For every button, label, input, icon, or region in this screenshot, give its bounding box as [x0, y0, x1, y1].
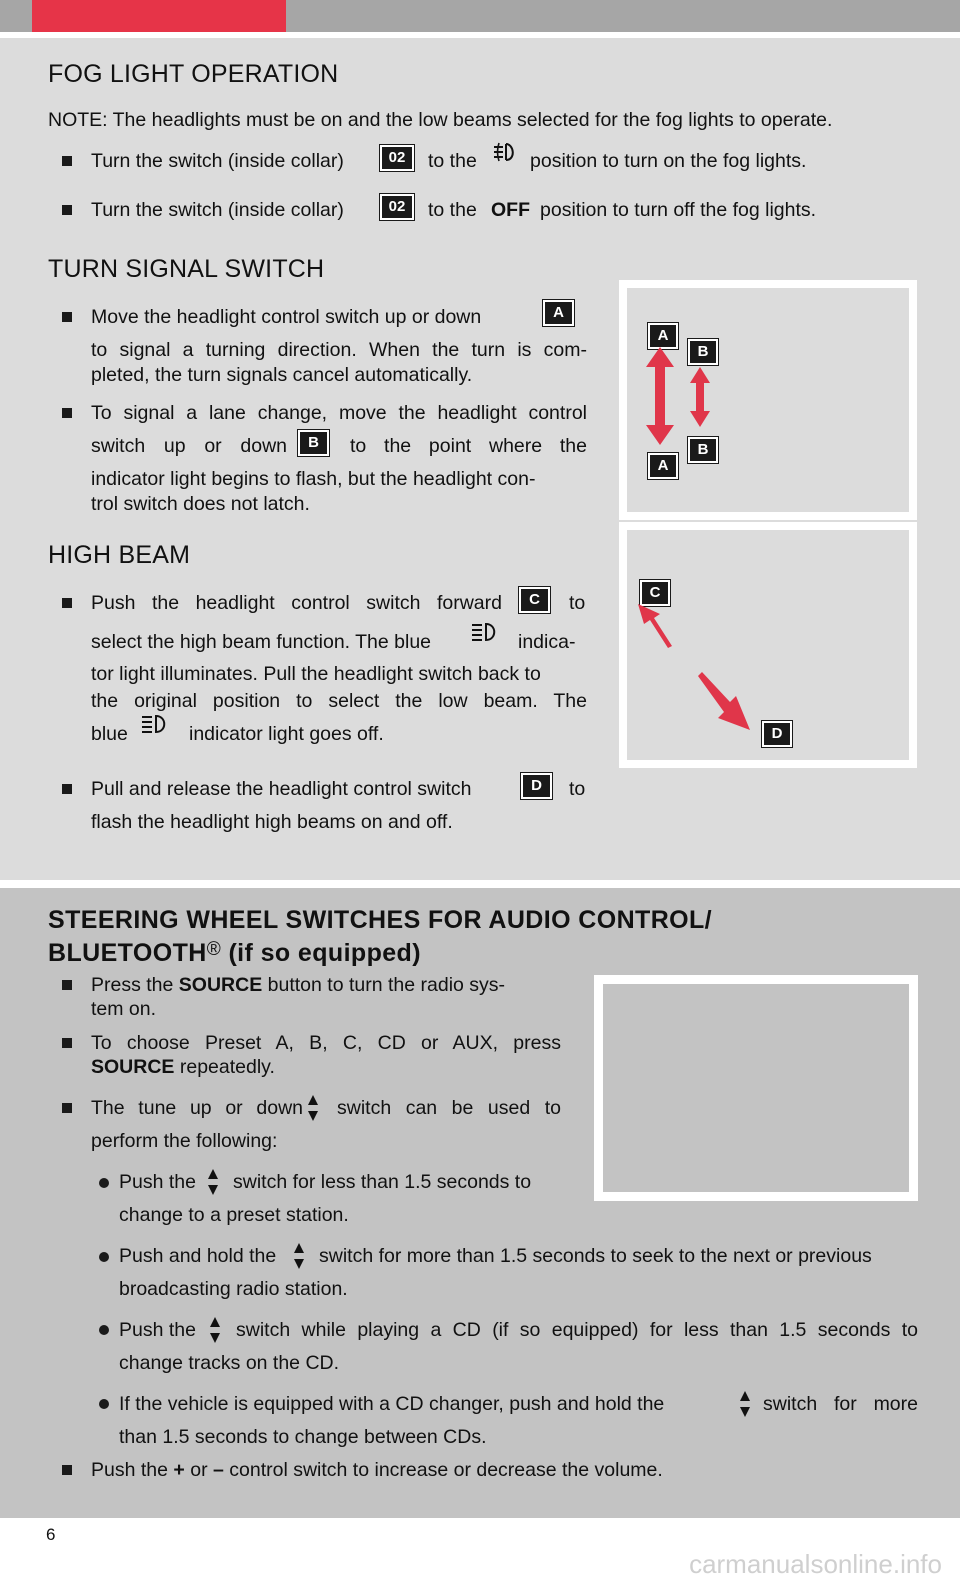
high-b2-l1b: to — [569, 778, 586, 800]
steering-b2-line1: To choose Preset A, B, C, CD or AUX, press — [91, 1032, 561, 1054]
steering-wheel-image — [594, 975, 918, 1201]
tune-updown-icon — [306, 1094, 320, 1122]
steering-s1-a: Push the — [119, 1171, 196, 1193]
high-b1-l1a: Push the headlight control switch forward — [91, 592, 502, 614]
fog-b2-off: OFF — [491, 199, 530, 221]
steering-s3-a: Push the — [119, 1319, 196, 1341]
steering-b2-line2: SOURCE repeatedly. — [91, 1056, 275, 1078]
turn-b2-l1: To signal a lane change, move the headlight control — [91, 402, 587, 424]
steering-s3-b: switch while playing a CD (if so equipped) for less than 1.5 seconds to — [236, 1319, 918, 1341]
image-label-c: C — [640, 580, 670, 606]
tune-updown-icon — [292, 1242, 306, 1270]
callout-02: 02 — [380, 145, 414, 171]
high-b1-l2b: indica- — [518, 631, 576, 653]
steering-s1-c: change to a preset station. — [119, 1204, 349, 1226]
callout-02: 02 — [380, 194, 414, 220]
top-bar — [0, 0, 960, 32]
steering-b3-l1b: switch can be used to — [337, 1097, 561, 1119]
bullet — [62, 205, 72, 215]
high-beam-arrows-graphic — [630, 600, 760, 740]
high-beam-heading: HIGH BEAM — [48, 541, 191, 569]
steering-s4-b: switch for more — [763, 1393, 918, 1415]
fog-b1-post: position to turn on the fog lights. — [530, 150, 807, 172]
turn-b2-l4: trol switch does not latch. — [91, 493, 310, 515]
steering-s4-c: than 1.5 seconds to change between CDs. — [119, 1426, 487, 1448]
fog-b2-post: position to turn off the fog lights. — [540, 199, 817, 221]
high-b2-l2: flash the headlight high beams on and off. — [91, 811, 453, 833]
turn-b2-l3: indicator light begins to flash, but the headlight con- — [91, 468, 536, 490]
image-label-a: A — [648, 453, 678, 479]
bullet — [62, 1103, 72, 1113]
bullet — [62, 980, 72, 990]
turn-arrows-graphic — [636, 345, 726, 450]
fog-note: NOTE: The headlights must be on and the low beams selected for the fog lights to operate. — [48, 109, 833, 131]
steering-b1-line1: Press the SOURCE button to turn the radio sys- — [91, 974, 506, 996]
steering-b4: Push the + or – control switch to increase or decrease the volume. — [91, 1459, 663, 1481]
fog-b1-pre: Turn the switch (inside collar) — [91, 150, 344, 172]
turn-b1-l1: Move the headlight control switch up or down — [91, 306, 482, 328]
bullet — [62, 598, 72, 608]
high-b1-l5a: blue — [91, 723, 128, 745]
steering-b1-line2: tem on. — [91, 998, 157, 1020]
bullet — [62, 408, 72, 418]
high-b2-l1a: Pull and release the headlight control switch — [91, 778, 472, 800]
steering-s2-a: Push and hold the — [119, 1245, 277, 1267]
tune-updown-icon — [208, 1316, 222, 1344]
callout-b: B — [298, 430, 329, 456]
high-beam-icon — [140, 712, 174, 736]
image-label-a: A — [648, 323, 678, 349]
callout-c: C — [519, 587, 550, 613]
high-b1-l4: the original position to select the low beam. The — [91, 690, 587, 712]
steering-s1-b: switch for less than 1.5 seconds to — [233, 1171, 532, 1193]
image-label-b: B — [688, 339, 718, 365]
steering-s2-b: switch for more than 1.5 seconds to seek to the next or previous — [319, 1245, 872, 1267]
fog-b2-pre: Turn the switch (inside collar) — [91, 199, 344, 221]
bullet — [62, 1465, 72, 1475]
page-number: 6 — [46, 1525, 56, 1544]
sub-bullet — [99, 1252, 109, 1262]
steering-b3-l2: perform the following: — [91, 1130, 278, 1152]
bullet — [62, 784, 72, 794]
turn-b2-l2a: switch up or down — [91, 435, 287, 457]
steering-s4-a: If the vehicle is equipped with a CD changer, push and hold the — [119, 1393, 665, 1415]
high-b1-l5b: indicator light goes off. — [189, 723, 384, 745]
image-label-d: D — [762, 721, 792, 747]
steering-heading-line1: STEERING WHEEL SWITCHES FOR AUDIO CONTROL/ — [48, 906, 713, 934]
sub-bullet — [99, 1399, 109, 1409]
steering-heading-line2: BLUETOOTH® (if so equipped) — [48, 939, 421, 967]
turn-b1-l2: to signal a turning direction. When the turn is com- — [91, 339, 587, 361]
fog-heading: FOG LIGHT OPERATION — [48, 60, 339, 88]
turn-b2-l2b: to the point where the — [350, 435, 587, 457]
high-beam-icon — [470, 620, 504, 644]
high-b1-l1b: to — [569, 592, 586, 614]
steering-s2-c: broadcasting radio station. — [119, 1278, 348, 1300]
top-bar-accent — [32, 0, 286, 32]
fog-b1-mid: to the — [428, 150, 477, 172]
turn-b1-l3: pleted, the turn signals cancel automatically. — [91, 364, 473, 386]
fog-b2-mid: to the — [428, 199, 477, 221]
turn-heading: TURN SIGNAL SWITCH — [48, 255, 325, 283]
sub-bullet — [99, 1178, 109, 1188]
high-b1-l3: tor light illuminates. Pull the headlight switch back to — [91, 663, 541, 685]
bullet — [62, 156, 72, 166]
steering-s3-c: change tracks on the CD. — [119, 1352, 340, 1374]
fog-light-icon — [490, 140, 520, 164]
watermark: carmanualsonline.info — [689, 1549, 942, 1579]
sub-bullet — [99, 1325, 109, 1335]
tune-updown-icon — [206, 1168, 220, 1196]
bullet — [62, 312, 72, 322]
steering-b3-l1a: The tune up or down — [91, 1097, 303, 1119]
tune-updown-icon — [738, 1390, 752, 1418]
high-b1-l2a: select the high beam function. The blue — [91, 631, 432, 653]
bullet — [62, 1038, 72, 1048]
image-label-b: B — [688, 437, 718, 463]
callout-a: A — [543, 300, 574, 326]
callout-d: D — [521, 773, 552, 799]
